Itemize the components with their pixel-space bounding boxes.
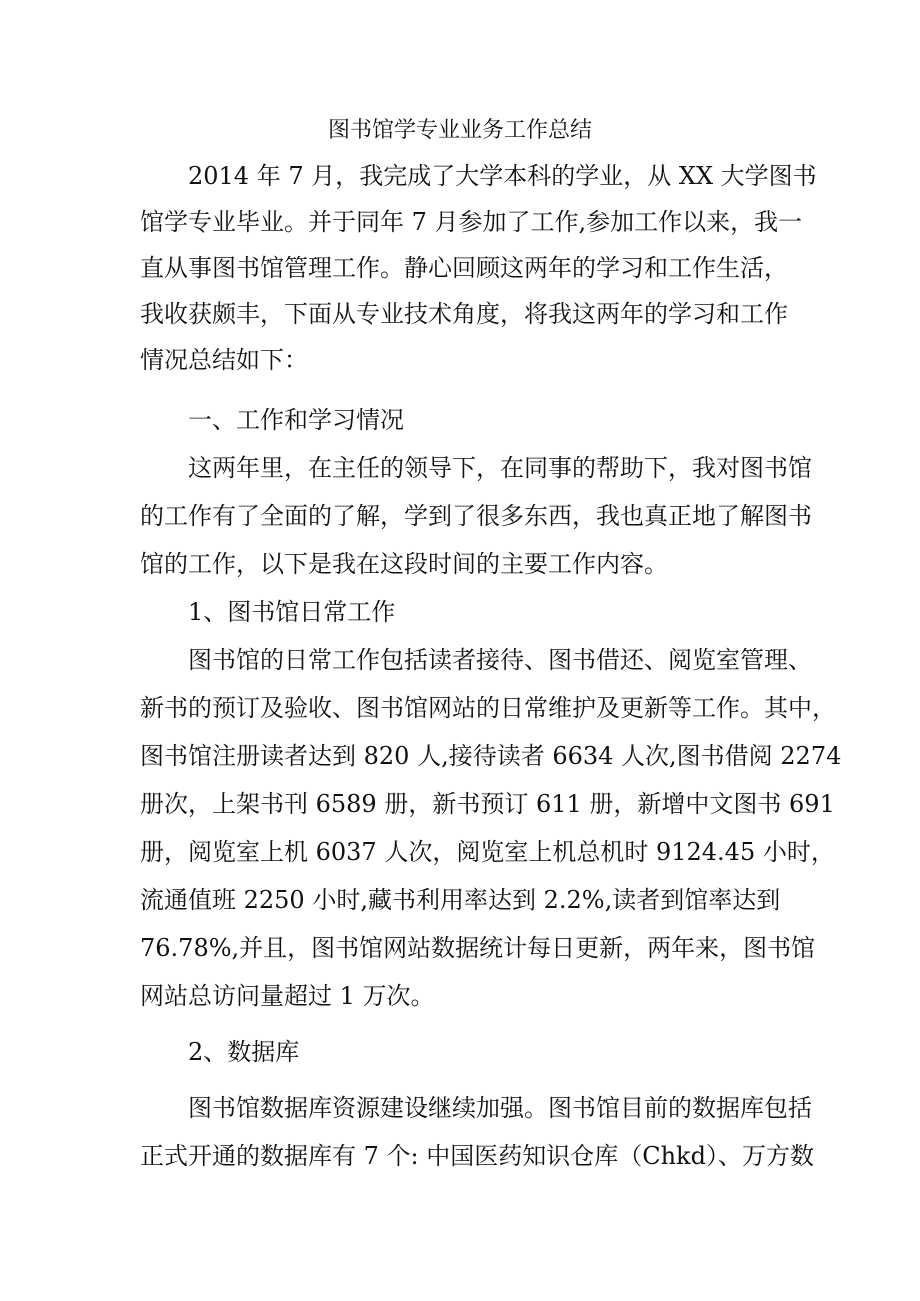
paragraph-line: 的工作有了全面的了解，学到了很多东西，我也真正地了解图书 [140, 502, 812, 530]
paragraph-line: 2014 年 7 月，我完成了大学本科的学业，从 XX 大学图书 [188, 162, 817, 190]
paragraph-line: 我收获颇丰，下面从专业技术角度，将我这两年的学习和工作 [140, 300, 788, 328]
paragraph-line: 图书馆的日常工作包括读者接待、图书借还、阅览室管理、 [188, 646, 812, 674]
paragraph-line: 新书的预订及验收、图书馆网站的日常维护及更新等工作。其中， [140, 694, 836, 722]
paragraph-line: 馆的工作，以下是我在这段时间的主要工作内容。 [140, 550, 668, 578]
paragraph-line: 76.78%,并且，图书馆网站数据统计每日更新，两年来，图书馆 [140, 934, 816, 962]
paragraph-line: 册，阅览室上机 6037 人次，阅览室上机总机时 9124.45 小时， [140, 838, 835, 866]
subsection-heading: 1、图书馆日常工作 [188, 598, 396, 626]
paragraph-line: 情况总结如下： [140, 346, 308, 374]
paragraph-line: 直从事图书馆管理工作。静心回顾这两年的学习和工作生活， [140, 254, 788, 282]
section-heading: 一、工作和学习情况 [188, 406, 404, 434]
paragraph-line: 正式开通的数据库有 7 个: 中国医药知识仓库（Chkd）、万方数 [140, 1142, 814, 1170]
paragraph-line: 图书馆注册读者达到 820 人,接待读者 6634 人次,图书借阅 2274 [140, 742, 842, 770]
paragraph-line: 流通值班 2250 小时,藏书利用率达到 2.2%,读者到馆率达到 [140, 886, 781, 914]
paragraph-line: 这两年里，在主任的领导下，在同事的帮助下，我对图书馆 [188, 454, 812, 482]
paragraph-line: 册次，上架书刊 6589 册，新书预订 611 册，新增中文图书 691 [140, 790, 835, 818]
paragraph-line: 网站总访问量超过 1 万次。 [140, 982, 435, 1010]
paragraph-line: 图书馆数据库资源建设继续加强。图书馆目前的数据库包括 [188, 1094, 812, 1122]
subsection-heading: 2、数据库 [188, 1038, 300, 1066]
paragraph-line: 馆学专业毕业。并于同年 7 月参加了工作,参加工作以来，我一 [140, 208, 803, 236]
document-title: 图书馆学专业业务工作总结 [327, 118, 592, 143]
